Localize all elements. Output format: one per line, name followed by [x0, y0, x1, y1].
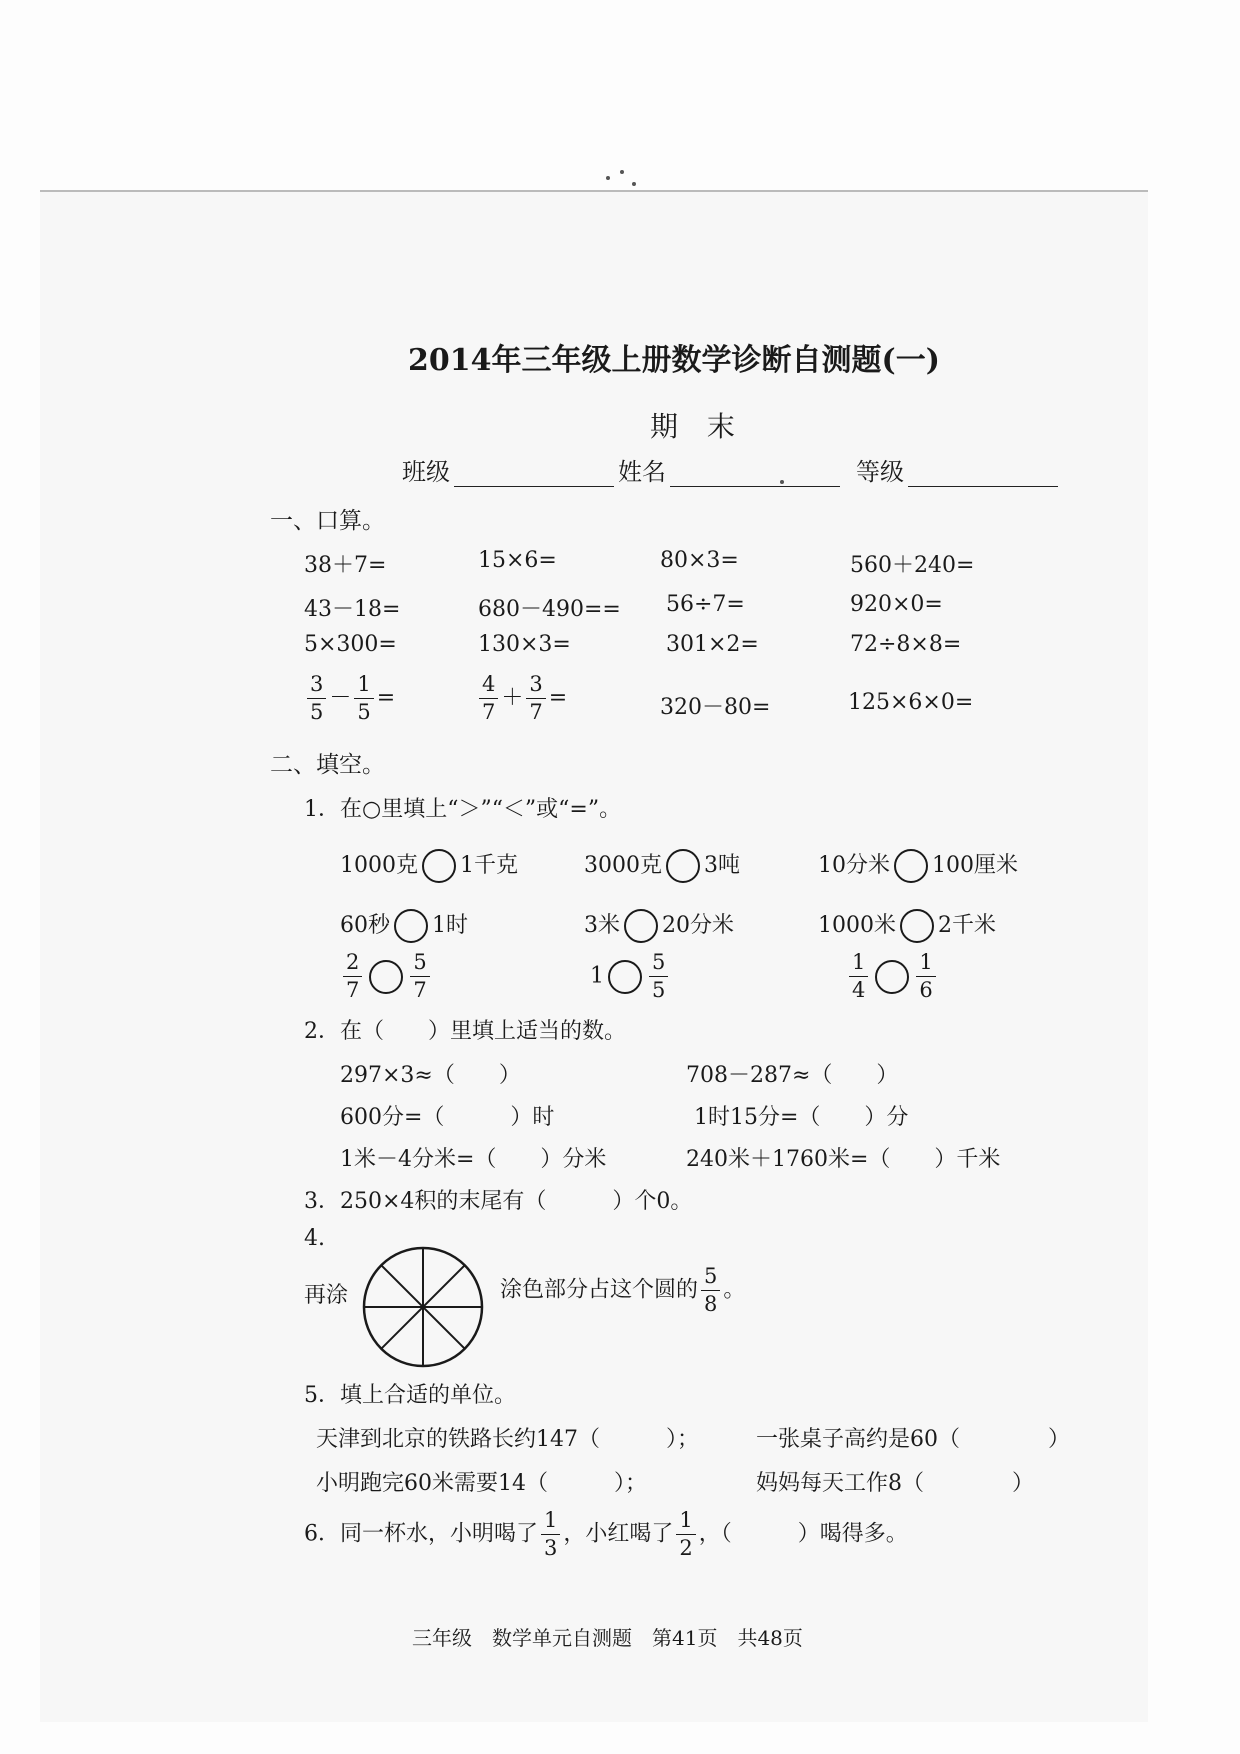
compare-left: 3米 [584, 913, 620, 938]
calc-fraction-item [476, 674, 567, 723]
q4-end: 。 [723, 1277, 746, 1303]
compare-circle[interactable] [608, 960, 642, 994]
compare-right: 2千米 [938, 913, 996, 938]
numerator: 2 [343, 952, 362, 977]
fill-item: 1米－4分米=（ ）分米 [340, 1147, 607, 1172]
compare-item [340, 908, 468, 943]
fraction [354, 674, 373, 723]
fraction [649, 952, 668, 1001]
calc-fraction-item [304, 674, 395, 723]
denominator: 4 [852, 978, 866, 1002]
equals-sign: = [548, 685, 568, 711]
numerator: 1 [849, 952, 868, 977]
fraction [541, 1510, 560, 1559]
calc-item: 15×6= [478, 548, 557, 573]
calc-item: 920×0= [850, 592, 943, 617]
q6-pre: 6．同一杯水，小明喝了 [304, 1521, 538, 1547]
compare-right: 20分米 [662, 913, 734, 938]
unit-item: 一张桌子高约是60（ ） [756, 1427, 1070, 1452]
compare-fraction-item [846, 952, 939, 1001]
class-label: 班级 [402, 458, 450, 486]
denominator: 5 [652, 978, 666, 1002]
numerator: 1 [541, 1510, 560, 1535]
unit-item: 天津到北京的铁路长约147（ ）； [316, 1427, 699, 1452]
compare-circle[interactable] [875, 960, 909, 994]
compare-fraction-item [340, 952, 433, 1001]
calc-item: 125×6×0= [848, 690, 974, 715]
q4-question [500, 1266, 745, 1315]
denominator: 7 [413, 978, 427, 1002]
denominator: 3 [544, 1536, 558, 1560]
numerator: 1 [676, 1510, 695, 1535]
q5-prompt: 5．填上合适的单位。 [304, 1383, 516, 1408]
numerator: 5 [410, 952, 429, 977]
denominator: 5 [357, 700, 371, 724]
denominator: 8 [704, 1292, 718, 1316]
compare-right: 3吨 [704, 853, 740, 878]
compare-circle[interactable] [624, 909, 658, 943]
class-blank[interactable] [454, 485, 614, 487]
grade-blank[interactable] [908, 485, 1058, 487]
compare-item [818, 908, 996, 943]
q4-pre: 再涂 [304, 1283, 349, 1308]
compare-left: 1000克 [340, 853, 418, 878]
fraction [849, 952, 868, 1001]
compare-right: 1时 [432, 913, 468, 938]
fraction [916, 952, 935, 1001]
compare-left: 1 [590, 963, 604, 989]
section1-heading: 一、口算。 [270, 508, 385, 534]
denominator: 7 [482, 700, 496, 724]
compare-circle[interactable] [666, 849, 700, 883]
calc-item: 680－490== [478, 597, 621, 622]
numerator: 4 [479, 674, 498, 699]
page-footer: 三年级 数学单元自测题 第41页 共48页 [412, 1626, 803, 1650]
calc-item: 56÷7= [666, 592, 745, 617]
fraction [343, 952, 362, 1001]
compare-right: 100厘米 [932, 853, 1018, 878]
compare-right: 1千克 [460, 853, 518, 878]
scan-speck [606, 176, 610, 180]
numerator: 1 [354, 674, 373, 699]
denominator: 7 [346, 978, 360, 1002]
compare-left: 1000米 [818, 913, 896, 938]
calc-item: 320－80= [660, 695, 771, 720]
fraction [410, 952, 429, 1001]
fill-item: 297×3≈（ ） [340, 1063, 521, 1088]
calc-item: 80×3= [660, 548, 739, 573]
page-title: 2014年三年级上册数学诊断自测题(一) [408, 343, 940, 378]
fraction [479, 674, 498, 723]
fraction [526, 674, 545, 723]
denominator: 7 [529, 700, 543, 724]
q6-question [304, 1510, 908, 1559]
fraction [676, 1510, 695, 1559]
numerator: 5 [701, 1266, 720, 1291]
calc-item: 560＋240= [850, 553, 975, 578]
compare-circle[interactable] [900, 909, 934, 943]
compare-left: 60秒 [340, 913, 390, 938]
denominator: 6 [919, 978, 933, 1002]
grade-label: 等级 [856, 458, 904, 486]
compare-item [584, 848, 740, 883]
name-label: 姓名 [618, 458, 666, 486]
fill-item: 1时15分=（ ）分 [694, 1105, 909, 1130]
divided-circle-figure[interactable] [360, 1244, 486, 1370]
unit-item: 小明跑完60米需要14（ ）； [316, 1471, 647, 1496]
denominator: 5 [310, 700, 324, 724]
q1-prompt: 1．在○里填上“＞”“＜”或“=”。 [304, 797, 622, 822]
q6-post: ，（ ）喝得多。 [698, 1521, 908, 1547]
compare-item [584, 908, 734, 943]
calc-item: 5×300= [304, 632, 397, 657]
q3-text: 3．250×4积的末尾有（ ）个0。 [304, 1189, 693, 1214]
equals-sign: = [376, 685, 396, 711]
fraction [307, 674, 326, 723]
numerator: 1 [916, 952, 935, 977]
scan-speck [632, 182, 636, 186]
compare-circle[interactable] [394, 909, 428, 943]
denominator: 2 [679, 1536, 693, 1560]
name-blank[interactable] [670, 485, 840, 487]
fraction [701, 1266, 720, 1315]
calc-item: 38＋7= [304, 553, 387, 578]
operator: ＋ [501, 685, 524, 711]
operator: － [329, 685, 352, 711]
fill-item: 600分=（ ）时 [340, 1105, 555, 1130]
fill-item: 240米＋1760米=（ ）千米 [686, 1147, 1001, 1172]
compare-item [818, 848, 1018, 883]
student-info-line [402, 452, 1062, 487]
section2-heading: 二、填空。 [270, 752, 385, 778]
compare-left: 3000克 [584, 853, 662, 878]
q4-post: 涂色部分占这个圆的 [500, 1277, 699, 1303]
compare-circle[interactable] [422, 849, 456, 883]
calc-item: 43－18= [304, 597, 401, 622]
unit-item: 妈妈每天工作8（ ） [756, 1471, 1034, 1496]
scan-speck [620, 170, 624, 174]
compare-fraction-item [590, 952, 671, 1001]
numerator: 5 [649, 952, 668, 977]
compare-left: 10分米 [818, 853, 890, 878]
numerator: 3 [526, 674, 545, 699]
q2-prompt: 2．在（ ）里填上适当的数。 [304, 1019, 626, 1044]
calc-item: 301×2= [666, 632, 759, 657]
calc-item: 130×3= [478, 632, 571, 657]
q4-number: 4. [304, 1226, 325, 1251]
compare-circle[interactable] [894, 849, 928, 883]
q6-mid: ，小红喝了 [563, 1521, 674, 1547]
compare-circle[interactable] [369, 960, 403, 994]
fill-item: 708－287≈（ ） [686, 1063, 899, 1088]
numerator: 3 [307, 674, 326, 699]
compare-item [340, 848, 518, 883]
page-subtitle: 期 末 [650, 410, 745, 443]
calc-item: 72÷8×8= [850, 632, 962, 657]
